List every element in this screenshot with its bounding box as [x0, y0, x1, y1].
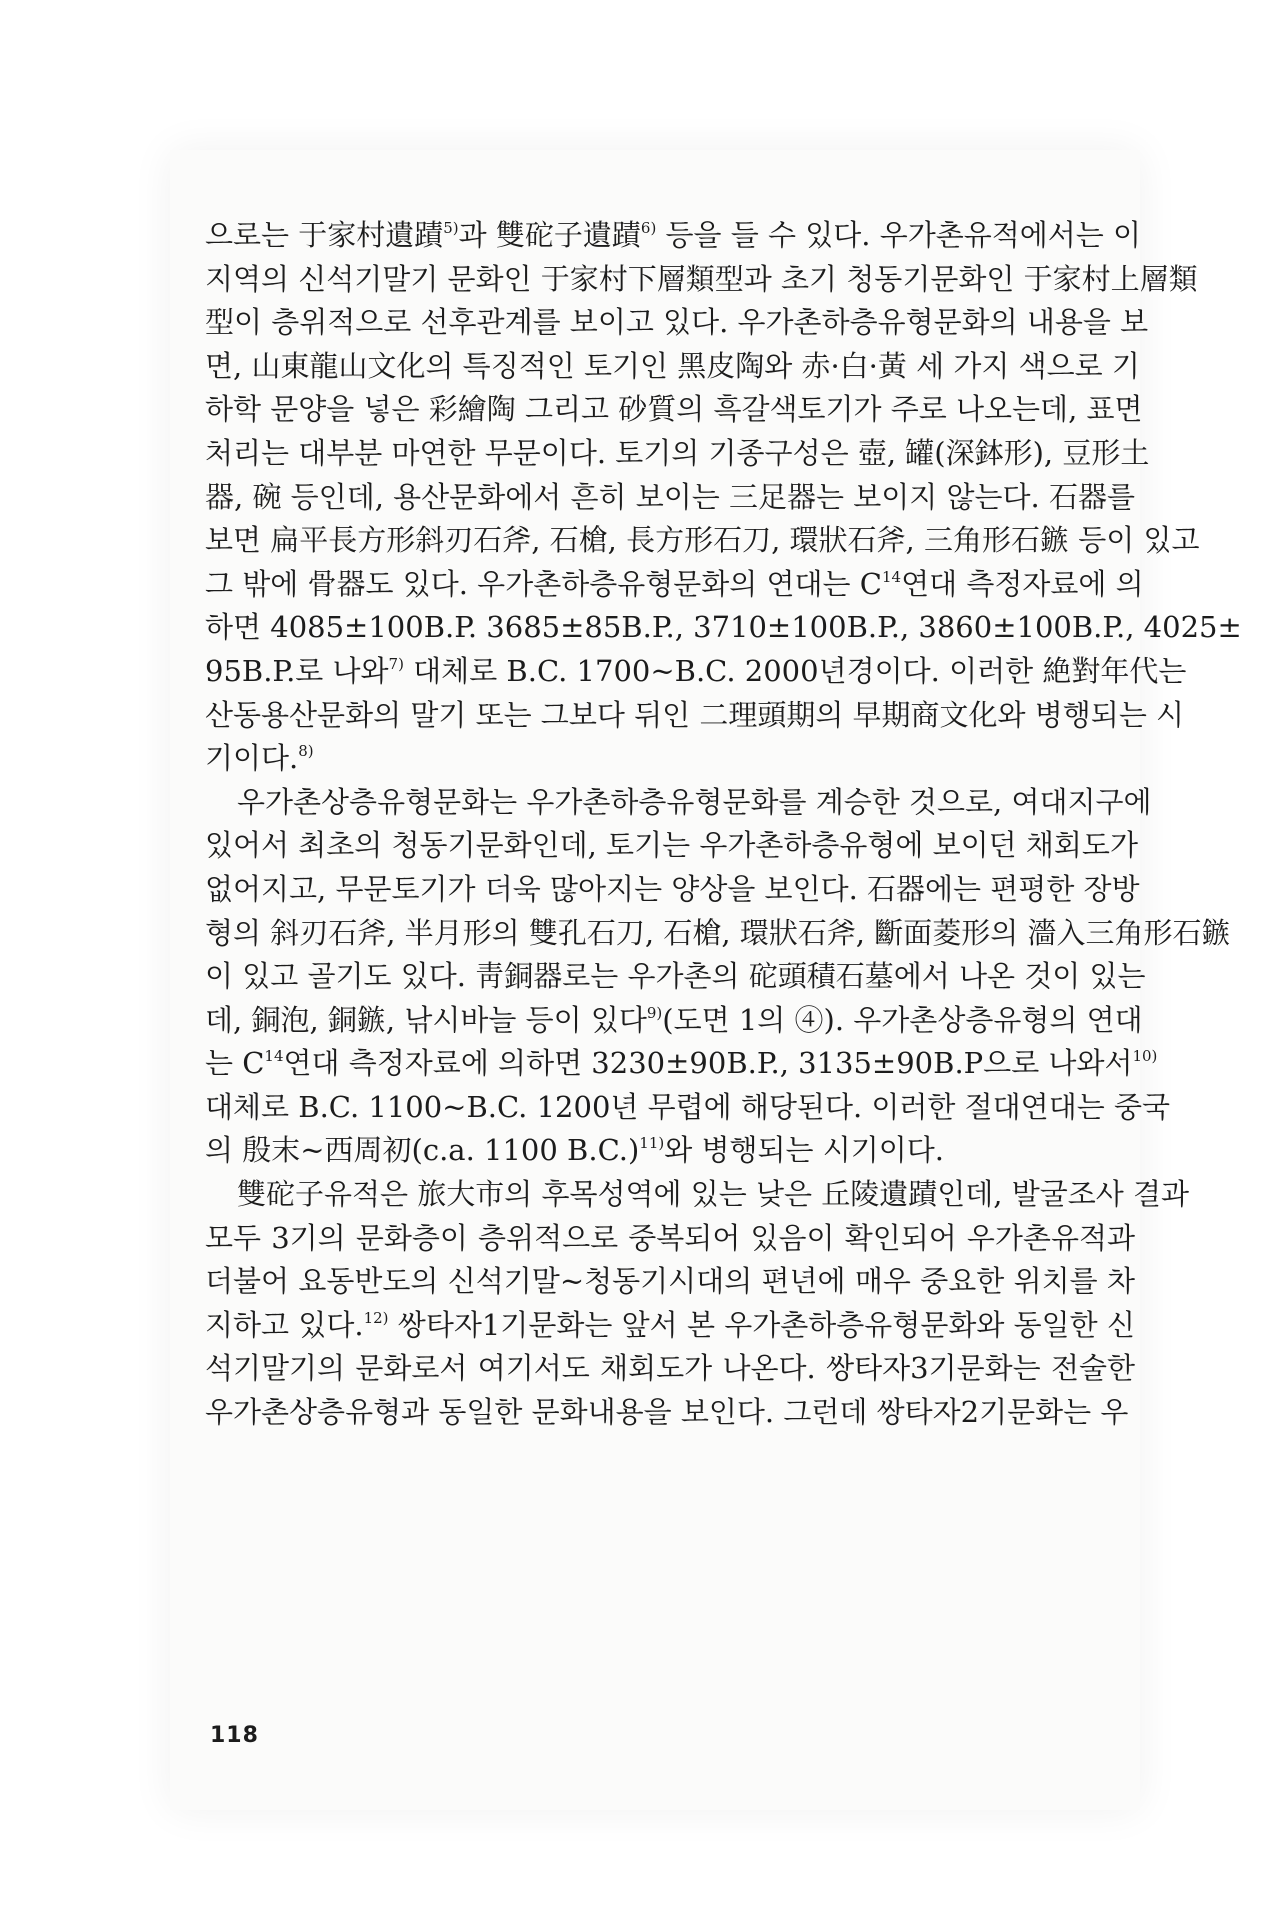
text-run: 와 병행되는 시기이다.	[664, 1133, 945, 1168]
text-line	[205, 345, 1140, 389]
text-run: 기이다.	[205, 741, 299, 776]
text-line	[205, 606, 1242, 650]
text-line	[205, 388, 1143, 432]
text-run: 면, 山東龍山文化의 특징적인 토기인 黑皮陶와 赤·白·黃 세 가지 색으로 기	[205, 348, 1140, 383]
text-line	[205, 476, 1135, 520]
text-line	[205, 563, 1144, 607]
footnote-marker: 8)	[298, 742, 314, 761]
text-line	[205, 1217, 1135, 1261]
footnote-marker: 11)	[639, 1134, 665, 1153]
footnote-marker: 14	[264, 1047, 284, 1066]
text-line	[205, 1304, 1135, 1348]
text-line	[205, 999, 1143, 1043]
text-run: (도면 1의 ④). 우가촌상층유형의 연대	[662, 1002, 1143, 1037]
text-line	[205, 214, 1142, 258]
text-run: 처리는 대부분 마연한 무문이다. 토기의 기종구성은 壺, 罐(深鉢形), 豆形土	[205, 435, 1150, 470]
text-run: 지역의 신석기말기 문화인 于家村下層類型과 초기 청동기문화인 于家村上層類	[205, 261, 1198, 296]
footnote-marker: 9)	[646, 1003, 663, 1022]
text-run: 과 雙砣子遺蹟	[458, 218, 641, 252]
text-line	[205, 1086, 1170, 1130]
text-run: 연대 측정자료에 의하면 3230±90B.P., 3135±90B.P으로 나와서	[283, 1046, 1133, 1081]
text-run: 보면 扁平長方形斜刃石斧, 石槍, 長方形石刀, 環狀石斧, 三角形石鏃 등이 있고	[205, 523, 1200, 558]
text-line	[205, 650, 1187, 694]
text-run: 대체로 B.C. 1700~B.C. 2000년경이다. 이러한 絶對年代는	[403, 653, 1187, 688]
text-run: 데, 銅泡, 銅鏃, 낚시바늘 등이 있다	[205, 1002, 647, 1037]
footnote-marker: 14	[881, 567, 902, 586]
text-line	[205, 694, 1185, 738]
page-number: 118	[210, 1723, 259, 1748]
body-text	[205, 214, 1242, 1435]
text-run: 모두 3기의 문화층이 층위적으로 중복되어 있음이 확인되어 우가촌유적과	[205, 1220, 1135, 1255]
text-line	[205, 781, 1152, 825]
text-run: 산동용산문화의 말기 또는 그보다 뒤인 二理頭期의 早期商文化와 병행되는 시	[205, 697, 1185, 732]
text-run: 석기말기의 문화로서 여기서도 채회도가 나온다. 쌍타자3기문화는 전술한	[205, 1351, 1135, 1386]
text-line	[205, 868, 1140, 912]
text-run: 지하고 있다.	[205, 1307, 364, 1342]
text-run: 하면 4085±100B.P. 3685±85B.P., 3710±100B.P., 3860±100B.P., 4025±	[205, 610, 1242, 645]
text-line	[205, 258, 1198, 302]
text-line	[205, 1129, 1135, 1173]
text-line	[205, 519, 1200, 563]
text-run: 형의 斜刃石斧, 半月形의 雙孔石刀, 石槍, 環狀石斧, 斷面菱形의 濇入三角形石鏃	[205, 915, 1231, 950]
text-line	[205, 824, 1138, 868]
text-line	[205, 1173, 1190, 1217]
text-run: 으로는 于家村遺蹟	[205, 218, 444, 252]
footnote-marker: 6)	[640, 219, 657, 237]
text-run: 는 C	[205, 1046, 265, 1081]
text-run: 의 殷末~西周初(c.a. 1100 B.C.)	[205, 1133, 640, 1168]
footnote-marker: 10)	[1132, 1047, 1158, 1066]
text-run: 그 밖에 骨器도 있다. 우가촌하층유형문화의 연대는 C	[205, 566, 882, 601]
text-line	[205, 1042, 1158, 1086]
footnote-marker: 5)	[443, 219, 459, 237]
text-line	[205, 912, 1231, 956]
text-run: 없어지고, 무문토기가 더욱 많아지는 양상을 보인다. 石器에는 편평한 장방	[205, 871, 1140, 906]
text-run: 雙砣子유적은 旅大市의 후목성역에 있는 낮은 丘陵遺蹟인데, 발굴조사 결과	[237, 1177, 1190, 1212]
footnote-marker: 12)	[363, 1308, 389, 1327]
text-line	[205, 432, 1150, 476]
text-line	[205, 1347, 1135, 1391]
text-run: 쌍타자1기문화는 앞서 본 우가촌하층유형문화와 동일한 신	[388, 1307, 1135, 1342]
text-run: 95B.P.로 나와	[205, 653, 389, 688]
text-run: 하학 문양을 넣은 彩繪陶 그리고 砂質의 흑갈색토기가 주로 나오는데, 표면	[205, 392, 1143, 427]
text-run: 우가촌상층유형과 동일한 문화내용을 보인다. 그런데 쌍타자2기문화는 우	[205, 1395, 1129, 1430]
text-run: 우가촌상층유형문화는 우가촌하층유형문화를 계승한 것으로, 여대지구에	[237, 784, 1152, 819]
text-line	[205, 955, 1146, 999]
text-run: 연대 측정자료에 의	[901, 566, 1144, 601]
footnote-marker: 7)	[388, 654, 404, 673]
text-run: 등을 들 수 있다. 우가촌유적에서는 이	[656, 218, 1142, 252]
paragraph-p3	[205, 1173, 1190, 1435]
paragraph-p1	[205, 214, 1242, 781]
text-run: 더불어 요동반도의 신석기말~청동기시대의 편년에 매우 중요한 위치를 차	[205, 1264, 1135, 1299]
text-line	[205, 301, 1149, 345]
text-line	[205, 737, 1135, 781]
text-run: 型이 층위적으로 선후관계를 보이고 있다. 우가촌하층유형문화의 내용을 보	[205, 305, 1149, 340]
text-run: 이 있고 골기도 있다. 靑銅器로는 우가촌의 砣頭積石墓에서 나온 것이 있는	[205, 959, 1146, 994]
text-line	[205, 1391, 1135, 1435]
text-run: 器, 碗 등인데, 용산문화에서 흔히 보이는 三足器는 보이지 않는다. 石器를	[205, 479, 1135, 514]
text-run: 대체로 B.C. 1100~B.C. 1200년 무렵에 해당된다. 이러한 절대연대는 중국	[205, 1089, 1170, 1124]
text-line	[205, 1260, 1135, 1304]
paragraph-p2	[205, 781, 1231, 1173]
text-run: 있어서 최초의 청동기문화인데, 토기는 우가촌하층유형에 보이던 채회도가	[205, 828, 1138, 863]
